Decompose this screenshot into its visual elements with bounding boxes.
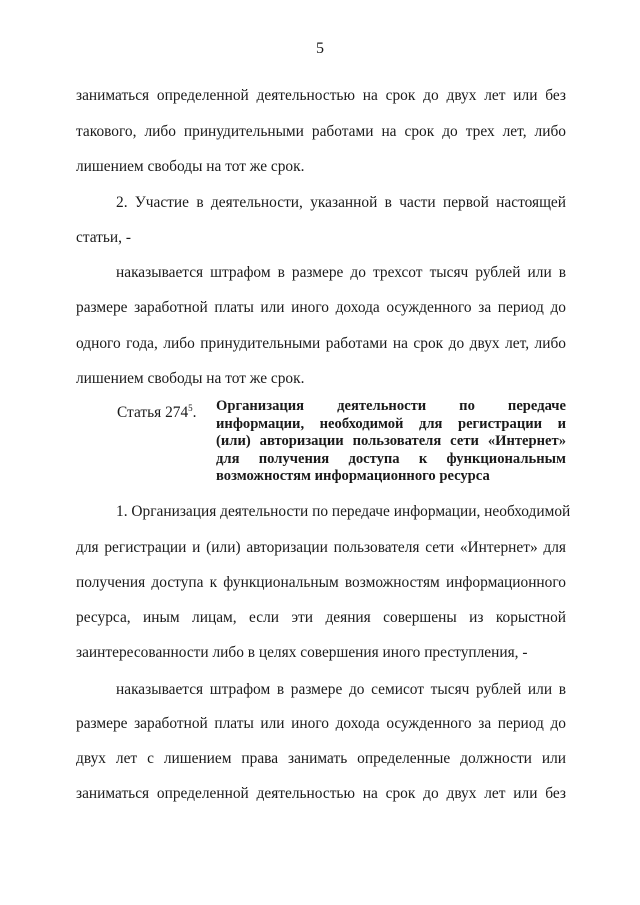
article-label xyxy=(117,398,197,423)
article-label-text: Статья 274 xyxy=(117,404,189,421)
text-line: лишением свободы на тот же срок. xyxy=(76,158,305,175)
article-label-suffix: . xyxy=(192,404,197,421)
text-line: 2. Участие в деятельности, указанной в части первой настоящей xyxy=(116,194,566,211)
text-line: заинтересованности либо в целях совершения иного преступления, - xyxy=(76,644,528,661)
text-line: получения доступа к функциональным возможностям информационного xyxy=(76,574,566,591)
text-line: 1. Организация деятельности по передаче информации, необходимой xyxy=(116,503,571,520)
text-line: лишением свободы на тот же срок. xyxy=(76,370,305,387)
text-line: такового, либо принудительными работами на срок до трех лет, либо xyxy=(76,123,566,140)
article-title-line: Организация деятельности по передаче xyxy=(216,398,566,414)
text-line: размере заработной платы или иного дохода осужденного за период до xyxy=(76,715,566,732)
text-line: двух лет с лишением права занимать определенные должности или xyxy=(76,750,566,767)
article-title-line: информации, необходимой для регистрации и xyxy=(216,415,566,432)
text-line: для регистрации и (или) авторизации пользователя сети «Интернет» для xyxy=(76,539,566,556)
text-line: одного года, либо принудительными работами на срок до двух лет, либо xyxy=(76,335,566,352)
page-number: 5 xyxy=(316,40,324,57)
text-line: заниматься определенной деятельностью на срок до двух лет или без xyxy=(76,785,566,802)
text-line: ресурса, иным лицам, если эти деяния совершены из корыстной xyxy=(76,609,566,626)
text-line: заниматься определенной деятельностью на срок до двух лет или без xyxy=(76,87,566,104)
text-line: размере заработной платы или иного дохода осужденного за период до xyxy=(76,299,566,316)
text-line: наказывается штрафом в размере до семисот тысяч рублей или в xyxy=(116,681,566,698)
article-title-line: (или) авторизации пользователя сети «Интернет» xyxy=(216,433,566,449)
text-line: наказывается штрафом в размере до трехсот тысяч рублей или в xyxy=(116,264,566,281)
article-title-line: возможностям информационного ресурса xyxy=(216,468,490,484)
article-title-line: для получения доступа к функциональным xyxy=(216,450,566,467)
text-line: статьи, - xyxy=(76,229,131,246)
article-title xyxy=(216,398,566,486)
article-label-superscript: 5 xyxy=(188,403,193,413)
